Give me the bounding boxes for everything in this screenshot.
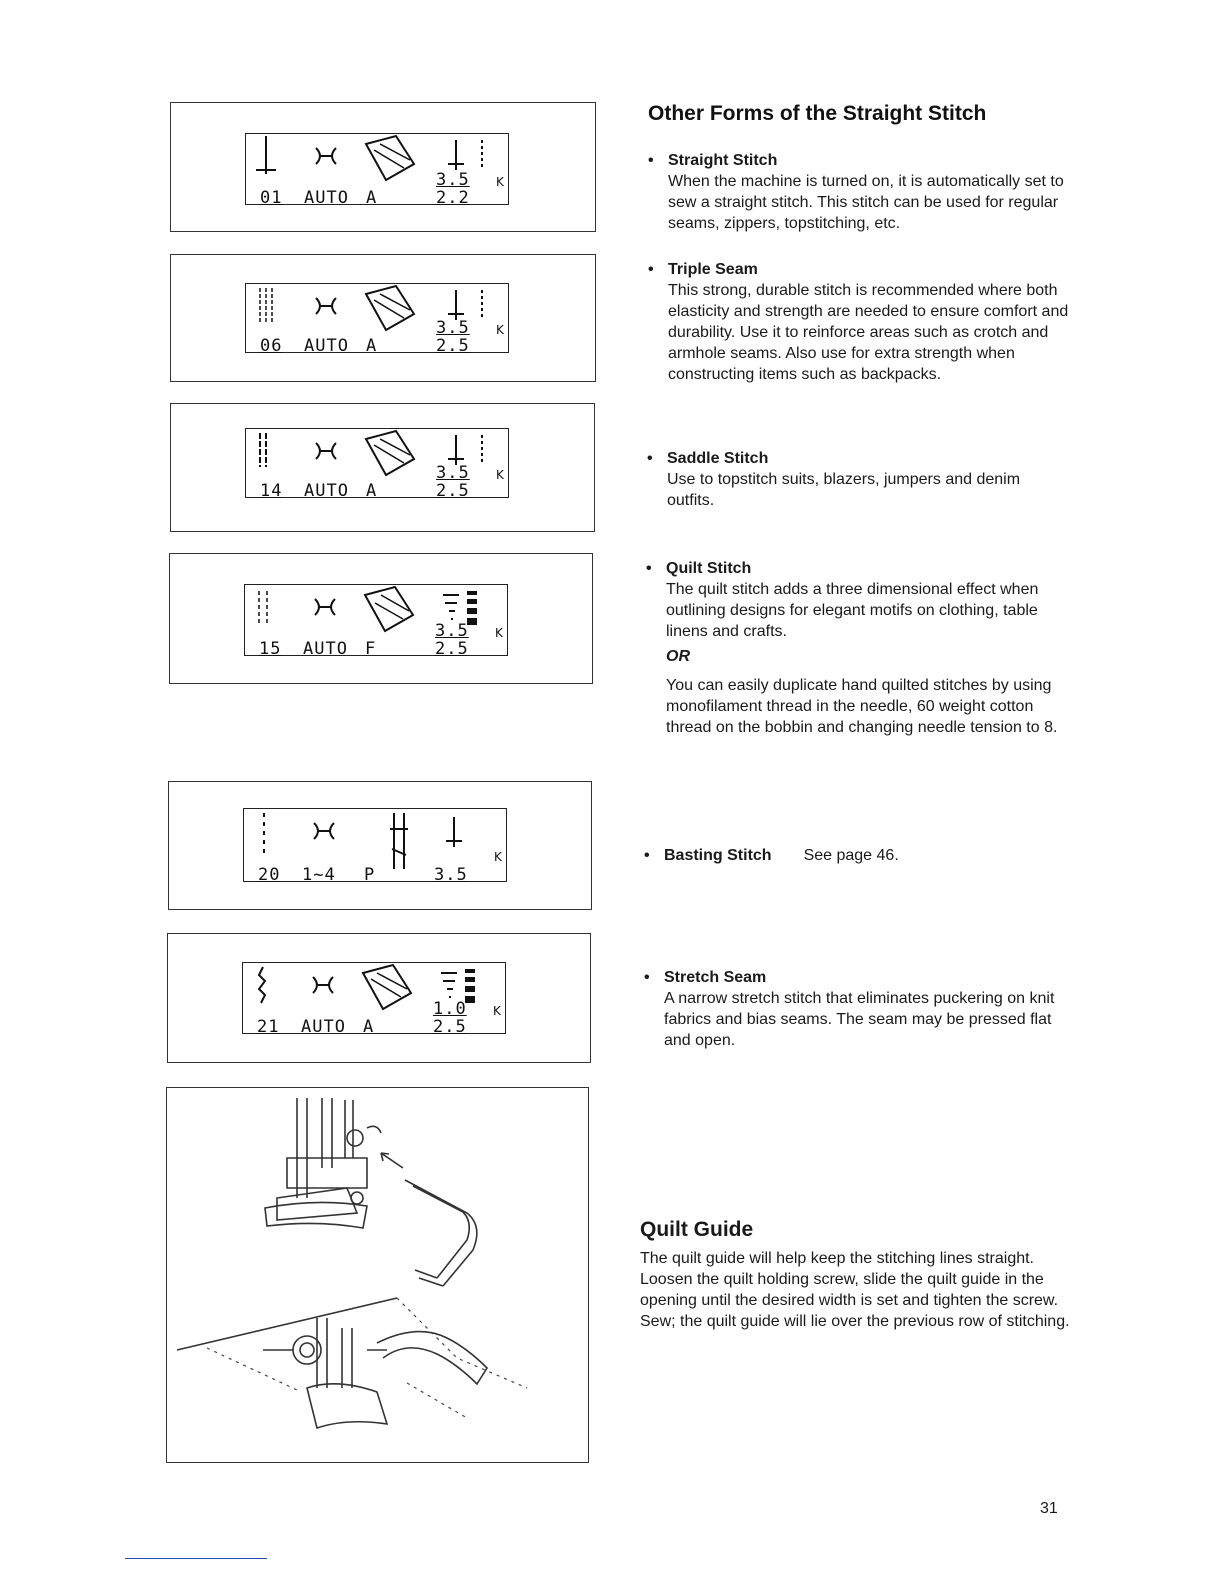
stitch-settings: 3.5 2.5	[436, 463, 470, 501]
stitch-settings: 3.5 2.5	[436, 318, 470, 356]
bullet-dot: •	[644, 969, 650, 986]
lcd-display	[245, 428, 509, 501]
stitch-name: Saddle Stitch	[667, 450, 769, 467]
stitch-number: 15	[259, 639, 282, 659]
tension-mode: AUTO	[304, 336, 349, 356]
footer-rule	[125, 1558, 267, 1559]
svg-text:K: K	[494, 850, 502, 864]
section-title: Other Forms of the Straight Stitch	[648, 102, 987, 125]
stitch-number: 21	[257, 1017, 280, 1037]
svg-text:K: K	[495, 626, 503, 640]
bullet-dot: •	[646, 560, 652, 577]
svg-text:K: K	[496, 468, 504, 482]
lcd-display	[245, 133, 509, 208]
svg-text:K: K	[496, 323, 504, 337]
svg-text:K: K	[496, 175, 504, 189]
quilt-guide-title: Quilt Guide	[640, 1218, 754, 1241]
stitch-name: Stretch Seam	[664, 969, 767, 986]
stitch-settings: 3.5 2.5	[435, 621, 469, 659]
stitch-name: Basting Stitch	[664, 847, 772, 864]
svg-text:K: K	[493, 1004, 501, 1018]
stitch-name: Straight Stitch	[668, 152, 778, 169]
bullet-dot: •	[647, 450, 653, 467]
quilt-guide-illustration	[166, 1087, 589, 1463]
presser-foot: F	[365, 639, 377, 659]
presser-foot: P	[364, 865, 376, 885]
lcd-display	[245, 283, 509, 356]
stitch-description: When the machine is turned on, it is automatically set to sew a straight stitch. This stitch can be used for regular seams, zippers, topstitching, etc.	[668, 173, 1064, 232]
saddle-stitch-item	[647, 448, 1067, 511]
stitch-description: The quilt stitch adds a three dimensional effect when outlining designs for elegant motifs on clothing, table linens and crafts.	[666, 581, 1039, 640]
stitch-description: Use to topstitch suits, blazers, jumpers and denim outfits.	[667, 471, 1021, 509]
stitch-number: 14	[260, 481, 283, 501]
tension-mode: AUTO	[304, 481, 349, 501]
triple-seam-item	[648, 259, 1078, 385]
tension-mode: AUTO	[301, 1017, 346, 1037]
lcd-figure-saddle	[170, 403, 595, 532]
quilt-stitch-item	[646, 558, 1066, 738]
straight-stitch-item	[648, 150, 1078, 234]
presser-foot: A	[363, 1017, 375, 1037]
lcd-figure-triple	[170, 254, 596, 382]
stitch-number: 01	[260, 188, 283, 208]
stitch-settings: 1.0 2.5	[433, 999, 467, 1037]
or-label: OR	[666, 648, 690, 665]
presser-foot: A	[366, 481, 378, 501]
lcd-figure-stretch	[167, 933, 591, 1063]
bullet-dot: •	[648, 152, 654, 169]
page-number: 31	[1040, 1500, 1058, 1517]
lcd-display	[244, 584, 508, 659]
tension-mode: AUTO	[303, 639, 348, 659]
quilt-guide-text: The quilt guide will help keep the stitching lines straight. Loosen the quilt holding screw, slide the quilt guide in the opening until the desired width is set and tighten the screw. Sew; the quilt guide will lie over the previous row of stitching.	[640, 1250, 1070, 1330]
stitch-description: A narrow stretch stitch that eliminates puckering on knit fabrics and bias seams. The seam may be pressed flat and open.	[664, 990, 1055, 1049]
stitch-settings: 3.5	[434, 865, 468, 885]
stitch-number: 06	[260, 336, 283, 356]
stitch-settings: 3.5 2.2	[436, 170, 470, 208]
presser-foot: A	[366, 188, 378, 208]
tension-mode: 1~4	[302, 865, 336, 885]
tension-mode: AUTO	[304, 188, 349, 208]
lcd-figure-quilt	[169, 553, 593, 684]
stitch-description: This strong, durable stitch is recommended where both elasticity and strength are needed to ensure comfort and durability. Use it to reinforce areas such as crotch and armhole seams. Also use for extra strength when constructing items such as backpacks.	[668, 282, 1069, 383]
lcd-display	[242, 962, 506, 1037]
stitch-name: Quilt Stitch	[666, 560, 752, 577]
stretch-seam-item	[644, 967, 1069, 1051]
basting-stitch-item	[644, 845, 1064, 866]
quilt-guide-drawing	[167, 1088, 588, 1462]
presser-foot: A	[366, 336, 378, 356]
stitch-name: Triple Seam	[668, 261, 758, 278]
page-reference: See page 46.	[803, 847, 899, 864]
lcd-display	[243, 808, 507, 885]
stitch-description-alt: You can easily duplicate hand quilted stitches by using monofilament thread in the needle, 60 weight cotton thread on the bobbin and changing needle tension to 8.	[666, 677, 1058, 736]
lcd-figure-straight	[170, 102, 596, 232]
bullet-dot: •	[644, 847, 650, 864]
stitch-number: 20	[258, 865, 281, 885]
bullet-dot: •	[648, 261, 654, 278]
lcd-figure-basting	[168, 781, 592, 910]
